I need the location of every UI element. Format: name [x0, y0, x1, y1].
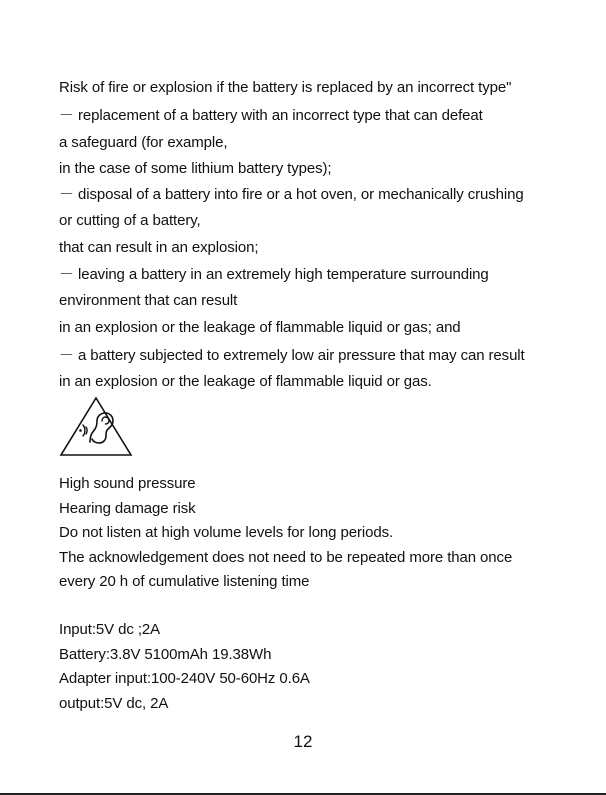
battery-warning-line: － disposal of a battery into fire or a hot oven, or mechanically crushing: [59, 186, 524, 203]
hearing-warning-line: every 20 h of cumulative listening time: [59, 573, 310, 590]
battery-warning-line: － replacement of a battery with an incorrect type that can defeat: [59, 107, 483, 124]
hearing-warning-line: Do not listen at high volume levels for long periods.: [59, 524, 394, 541]
page-number: 12: [293, 732, 313, 751]
spec-line: output:5V dc, 2A: [59, 695, 169, 712]
hearing-warning-triangle-icon: [59, 396, 133, 458]
battery-warning-line: Risk of fire or explosion if the battery is replaced by an incorrect type": [59, 79, 512, 96]
hearing-warning-line: The acknowledgement does not need to be repeated more than once: [59, 549, 513, 566]
battery-warning-line: that can result in an explosion;: [59, 239, 259, 256]
battery-warning-line: in the case of some lithium battery types);: [59, 160, 332, 177]
hearing-warning-line: High sound pressure: [59, 475, 196, 492]
battery-warning-line: － a battery subjected to extremely low air pressure that may can result: [59, 347, 525, 364]
battery-warning-line: in an explosion or the leakage of flammable liquid or gas.: [59, 373, 432, 390]
battery-warning-line: environment that can result: [59, 292, 238, 309]
spec-line: Adapter input:100-240V 50-60Hz 0.6A: [59, 670, 310, 687]
battery-warning-line: a safeguard (for example,: [59, 134, 228, 151]
hearing-warning-line: Hearing damage risk: [59, 500, 196, 517]
spec-line: Input:5V dc ;2A: [59, 621, 161, 638]
battery-warning-line: or cutting of a battery,: [59, 212, 201, 229]
battery-warning-line: － leaving a battery in an extremely high temperature surrounding: [59, 266, 489, 283]
spec-line: Battery:3.8V 5100mAh 19.38Wh: [59, 646, 272, 663]
battery-warning-line: in an explosion or the leakage of flammable liquid or gas; and: [59, 319, 461, 336]
